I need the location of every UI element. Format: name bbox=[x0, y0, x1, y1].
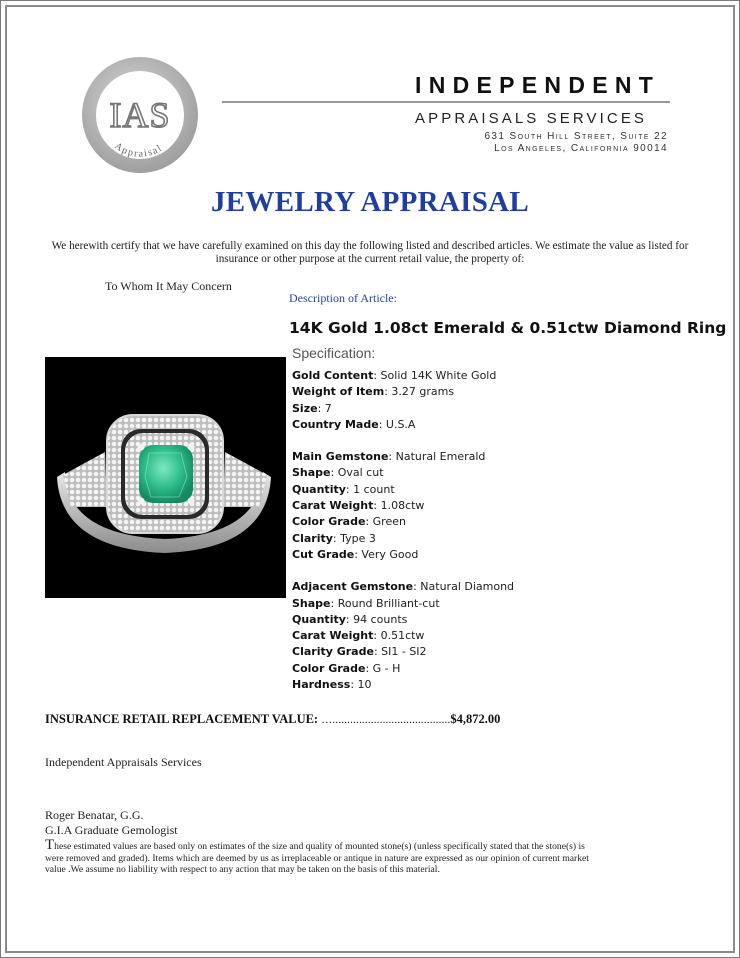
insurance-value-leader: …........................................ bbox=[321, 714, 451, 726]
company-address-line-2: Los Angeles, California 90014 bbox=[494, 143, 668, 154]
specification-label: Specification: bbox=[292, 345, 376, 361]
spec-adjacent-quantity: Quantity: 94 counts bbox=[292, 612, 408, 626]
spec-size: Size: 7 bbox=[292, 401, 332, 415]
spec-adjacent-color: Color Grade: G - H bbox=[292, 661, 401, 675]
spec-adjacent-clarity: Clarity Grade: SI1 - SI2 bbox=[292, 645, 427, 659]
spec-main-color: Color Grade: Green bbox=[292, 515, 406, 529]
spec-country: Country Made: U.S.A bbox=[292, 417, 416, 431]
ias-logo bbox=[80, 55, 200, 175]
spec-main-clarity: Clarity: Type 3 bbox=[292, 531, 376, 545]
ring-illustration bbox=[45, 357, 286, 598]
insurance-value-amount: $4,872.00 bbox=[450, 712, 501, 726]
spec-main-gemstone: Main Gemstone: Natural Emerald bbox=[292, 450, 486, 464]
recipient: To Whom It May Concern bbox=[105, 279, 232, 293]
spec-weight: Weight of Item: 3.27 grams bbox=[292, 385, 455, 399]
spec-gold-content: Gold Content: Solid 14K White Gold bbox=[292, 369, 497, 382]
company-subtitle: APPRAISALS SERVICES bbox=[415, 110, 648, 127]
article-title: 14K Gold 1.08ct Emerald & 0.51ctw Diamond Ring bbox=[289, 319, 727, 337]
spec-main-shape: Shape: Oval cut bbox=[292, 466, 384, 480]
signer-name: Roger Benatar, G.G. bbox=[45, 808, 144, 822]
emerald-stone bbox=[139, 445, 193, 503]
company-address-line-1: 631 South Hill Street, Suite 22 bbox=[484, 131, 668, 142]
spec-main-carat: Carat Weight: 1.08ctw bbox=[292, 499, 425, 513]
logo-ring-text: Appraisal bbox=[112, 140, 165, 160]
company-name: INDEPENDENT bbox=[415, 72, 661, 98]
ring-photo bbox=[45, 357, 286, 598]
header-divider bbox=[222, 101, 670, 103]
certification-statement: We herewith certify that we have carefully examined on this day the following listed and described articles. We estimate the value as listed for insurance or other purpose at the current retail value, the property of: bbox=[51, 240, 689, 265]
insurance-value-line bbox=[45, 712, 500, 727]
spec-main-cut: Cut Grade: Very Good bbox=[292, 547, 419, 561]
disclaimer-initial: T bbox=[45, 837, 55, 853]
signer-title: G.I.A Graduate Gemologist bbox=[45, 823, 178, 837]
spec-main-quantity: Quantity: 1 count bbox=[292, 482, 395, 496]
spec-adjacent-gemstone: Adjacent Gemstone: Natural Diamond bbox=[292, 580, 515, 594]
ias-logo-seal bbox=[80, 55, 200, 175]
insurance-value-label: INSURANCE RETAIL REPLACEMENT VALUE: bbox=[45, 712, 319, 726]
specification-list bbox=[292, 368, 622, 693]
disclaimer bbox=[45, 837, 605, 876]
disclaimer-text: hese estimated values are based only on estimates of the size and quality of mounted stone(s) (unless specifically stated that the stone(s) is were removed and graded). Items which are deemed by us as irreplaceable or antique in nature are expressed as our opinion of current market value .We assume no liability with respect to any action that may be taken on the basis of this material. bbox=[45, 841, 589, 876]
document-title: JEWELRY APPRAISAL bbox=[210, 186, 530, 218]
footer-company: Independent Appraisals Services bbox=[45, 755, 202, 769]
spec-adjacent-shape: Shape: Round Brilliant-cut bbox=[292, 596, 440, 610]
spec-adjacent-hardness: Hardness: 10 bbox=[292, 678, 372, 692]
description-label: Description of Article: bbox=[289, 291, 397, 305]
logo-letters: IAS bbox=[109, 95, 171, 135]
spec-adjacent-carat: Carat Weight: 0.51ctw bbox=[292, 629, 425, 643]
